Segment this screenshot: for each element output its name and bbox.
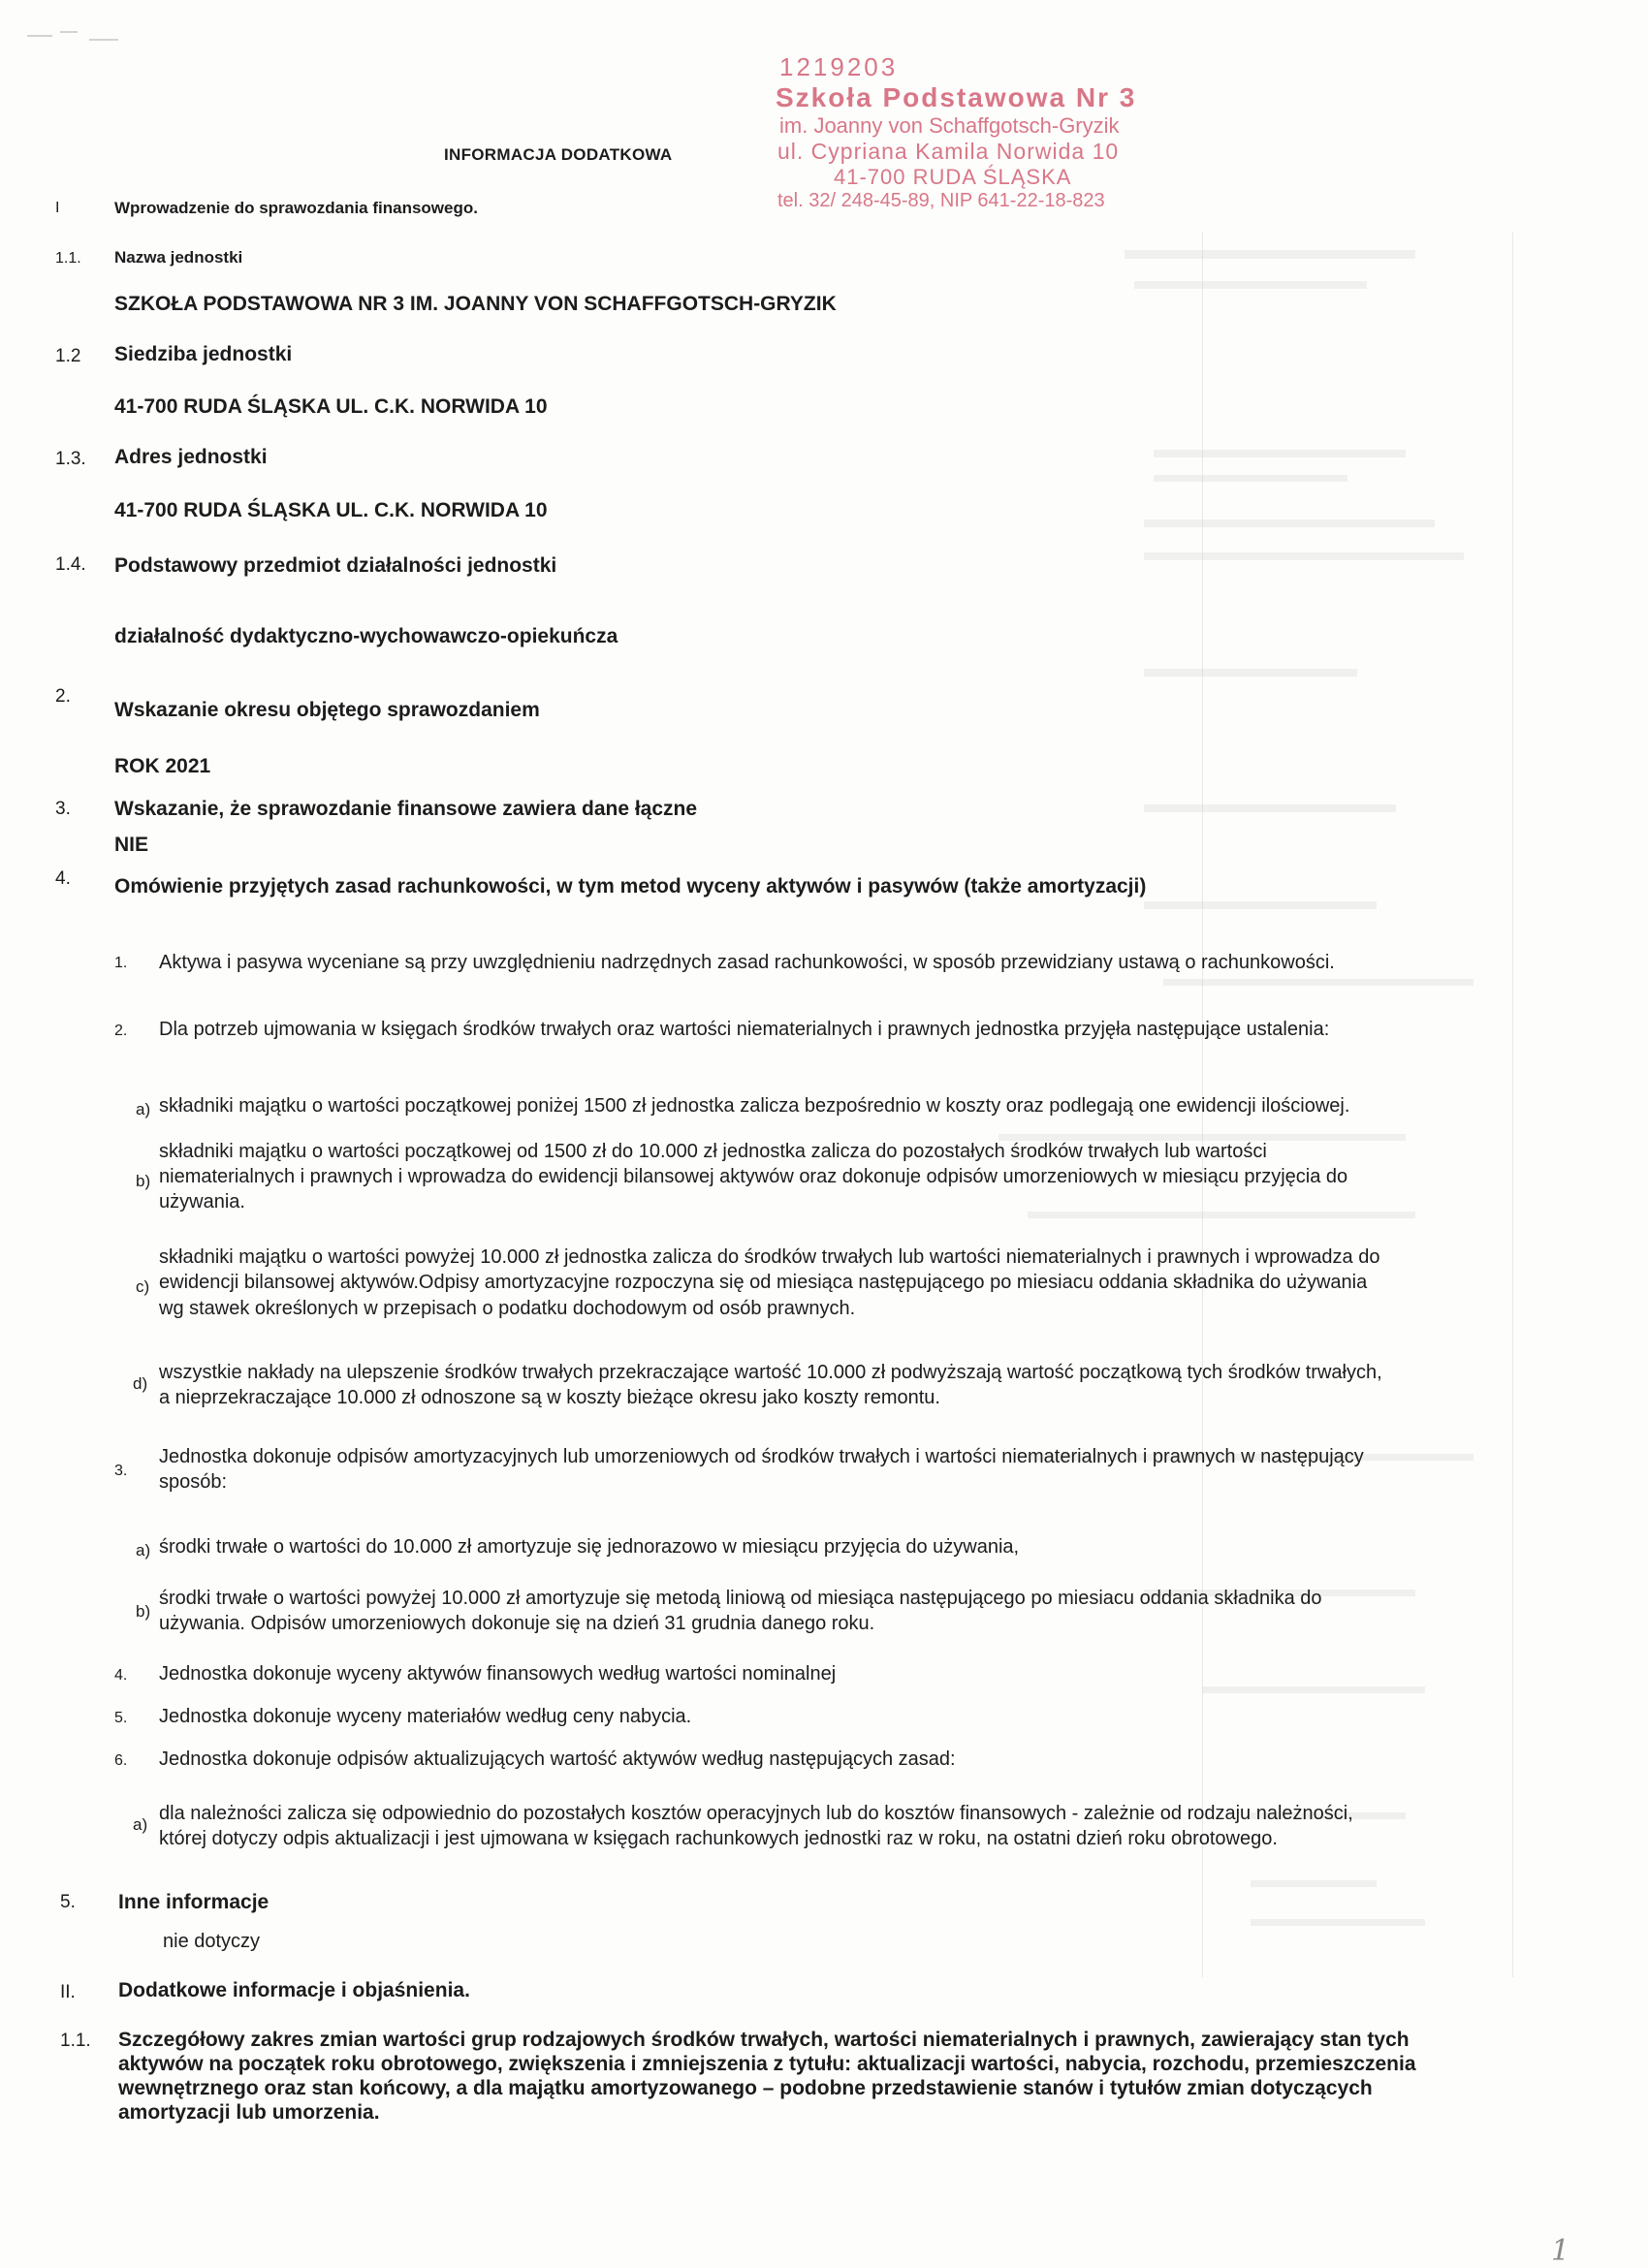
school-stamp (776, 52, 1163, 211)
list-item-letter: c) (136, 1277, 150, 1296)
list-item-number: 5. (114, 1710, 128, 1726)
list-item-line: dla należności zalicza się odpowiednio do pozostałych kosztów operacyjnych lub do kosztów finansowych - zależnie od rodzaju należności, (159, 1803, 1353, 1824)
stamp-city: 41-700 RUDA ŚLĄSKA (834, 165, 1072, 189)
list-item-letter: b) (136, 1172, 151, 1190)
field-label-unit-name: Nazwa jednostki (114, 248, 243, 267)
section-number: 5. (60, 1892, 76, 1912)
list-item-number: 3. (114, 1463, 128, 1479)
field-label-line: amortyzacji lub umorzenia. (118, 2101, 380, 2124)
list-item-line: składniki majątku o wartości powyżej 10.000 zł jednostka zalicza do środków trwałych lub wartości niematerialnych i prawnych i wprowadza do (159, 1246, 1380, 1268)
list-item-line: a nieprzekraczające 10.000 zł odnoszone są w koszty bieżące okresu jako koszty remontu. (159, 1387, 940, 1408)
section-number: 3. (55, 799, 71, 819)
field-value-unit-name: SZKOŁA PODSTAWOWA NR 3 IM. JOANNY VON SCHAFFGOTSCH-GRYZIK (114, 293, 837, 315)
list-item-letter: b) (136, 1602, 151, 1621)
field-value-other-info: nie dotyczy (163, 1931, 261, 1952)
list-item-number: 4. (114, 1667, 128, 1684)
list-item-line: ewidencji bilansowej aktywów.Odpisy amortyzacyjne rozpoczyna się od miesiąca następującego po miesiacu oddania składnika do używania (159, 1272, 1368, 1293)
field-value-seat: 41-700 RUDA ŚLĄSKA UL. C.K. NORWIDA 10 (114, 395, 548, 418)
list-item-number: 1. (114, 955, 128, 971)
field-label-combined-data: Wskazanie, że sprawozdanie finansowe zawiera dane łączne (114, 798, 698, 820)
field-value-address: 41-700 RUDA ŚLĄSKA UL. C.K. NORWIDA 10 (114, 499, 548, 521)
list-item: Jednostka dokonuje wyceny materiałów według ceny nabycia. (159, 1706, 692, 1727)
stamp-school-name: Szkoła Podstawowa Nr 3 (776, 82, 1137, 112)
list-item-line: używania. Odpisów umorzeniowych dokonuje się na dzień 31 grudnia danego roku. (159, 1613, 875, 1634)
section-number: I (55, 200, 60, 216)
list-item-letter: d) (133, 1374, 148, 1393)
section-number: 1.2 (55, 346, 81, 366)
section-number: 1.3. (55, 449, 86, 469)
section-number: II. (60, 1982, 76, 2002)
section-number: 2. (55, 686, 71, 707)
list-item-letter: a) (136, 1541, 151, 1559)
field-label-activity: Podstawowy przedmiot działalności jednostki (114, 554, 557, 577)
list-item-letter: a) (136, 1100, 151, 1118)
field-value-activity: działalność dydaktyczno-wychowawczo-opiekuńcza (114, 625, 618, 647)
section-number: 1.1. (60, 2031, 91, 2051)
section-heading: Wprowadzenie do sprawozdania finansowego. (114, 199, 478, 217)
list-item-line: niematerialnych i prawnych i wprowadza do ewidencji bilansowej aktywów oraz dokonuje odpisów umorzeniowych w miesiącu przyjęcia do (159, 1166, 1348, 1187)
field-label-line: wewnętrznego oraz stan końcowy, a dla majątku amortyzowanego – podobne przedstawienie stanów i tytułów zmian dotyczących (118, 2077, 1373, 2099)
stamp-street: ul. Cypriana Kamila Norwida 10 (777, 139, 1120, 164)
list-item-letter: a) (133, 1815, 148, 1834)
field-label-seat: Siedziba jednostki (114, 343, 293, 365)
list-item: składniki majątku o wartości początkowej poniżej 1500 zł jednostka zalicza bezpośrednio w koszty oraz podlegają one ewidencji ilościowej. (159, 1095, 1350, 1117)
field-value-combined-data: NIE (114, 834, 149, 856)
list-item-line: środki trwałe o wartości powyżej 10.000 zł amortyzuje się metodą liniową od miesiąca następującego po miesiacu oddania składnika do (159, 1588, 1322, 1609)
stamp-phone: tel. 32/ 248-45-89, NIP 641-22-18-823 (777, 190, 1105, 211)
field-label-line: Szczegółowy zakres zmian wartości grup rodzajowych środków trwałych, wartości niematerialnych i prawnych, zawierający stan tych (118, 2029, 1410, 2051)
document-title: INFORMACJA DODATKOWA (444, 145, 673, 164)
handwritten-page-number: 1 (1551, 2234, 1570, 2268)
list-item: Jednostka dokonuje wyceny aktywów finansowych według wartości nominalnej (159, 1663, 837, 1685)
list-item: Aktywa i pasywa wyceniane są przy uwzględnieniu nadrzędnych zasad rachunkowości, w sposób przewidziany ustawą o rachunkowości. (159, 952, 1335, 973)
list-item: środki trwałe o wartości do 10.000 zł amortyzuje się jednorazowo w miesiącu przyjęcia do używania, (159, 1536, 1020, 1558)
list-item-line: wszystkie nakłady na ulepszenie środków trwałych przekraczające wartość 10.000 zł podwyższają wartość początkową tych środków trwałych, (159, 1362, 1382, 1383)
stamp-regon: 1219203 (779, 52, 899, 81)
list-item-line: używania. (159, 1191, 245, 1213)
list-item-line: Jednostka dokonuje odpisów amortyzacyjnych lub umorzeniowych od środków trwałych i wartości niematerialnych i prawnych w następujący (159, 1446, 1364, 1467)
list-item-number: 6. (114, 1752, 128, 1769)
field-label-address: Adres jednostki (114, 446, 268, 468)
section-number: 1.1. (55, 250, 81, 267)
list-item: Dla potrzeb ujmowania w księgach środków trwałych oraz wartości niematerialnych i prawnych jednostka przyjęła następujące ustalenia: (159, 1019, 1330, 1040)
list-item-line: której dotyczy odpis aktualizacji i jest ujmowana w księgach rachunkowych jednostki raz w roku, na ostatni dzień roku obrotowego. (159, 1828, 1278, 1849)
field-label-other-info: Inne informacje (118, 1891, 269, 1913)
field-value-period: ROK 2021 (114, 755, 211, 777)
section-number: 4. (55, 868, 71, 889)
list-item-line: składniki majątku o wartości początkowej od 1500 zł do 10.000 zł jednostka zalicza do pozostałych środków trwałych lub wartości (159, 1141, 1267, 1162)
list-item-line: sposób: (159, 1471, 228, 1493)
list-item: Jednostka dokonuje odpisów aktualizujących wartość aktywów według następujących zasad: (159, 1748, 956, 1770)
section-number: 1.4. (55, 554, 86, 575)
field-label-period: Wskazanie okresu objętego sprawozdaniem (114, 699, 540, 721)
list-item-number: 2. (114, 1023, 128, 1039)
field-label-accounting-policies: Omówienie przyjętych zasad rachunkowości, w tym metod wyceny aktywów i pasywów (także amortyzacji) (114, 875, 1147, 898)
stamp-patron: im. Joanny von Schaffgotsch-Gryzik (779, 113, 1120, 138)
list-item-line: wg stawek określonych w przepisach o podatku dochodowym od osób prawnych. (159, 1298, 856, 1319)
field-label-line: aktywów na początek roku obrotowego, zwiększenia i zmniejszenia z tytułu: aktualizacji wartości, nabycia, rozchodu, przemieszczenia (118, 2053, 1416, 2075)
section-heading: Dodatkowe informacje i objaśnienia. (118, 1979, 470, 2001)
